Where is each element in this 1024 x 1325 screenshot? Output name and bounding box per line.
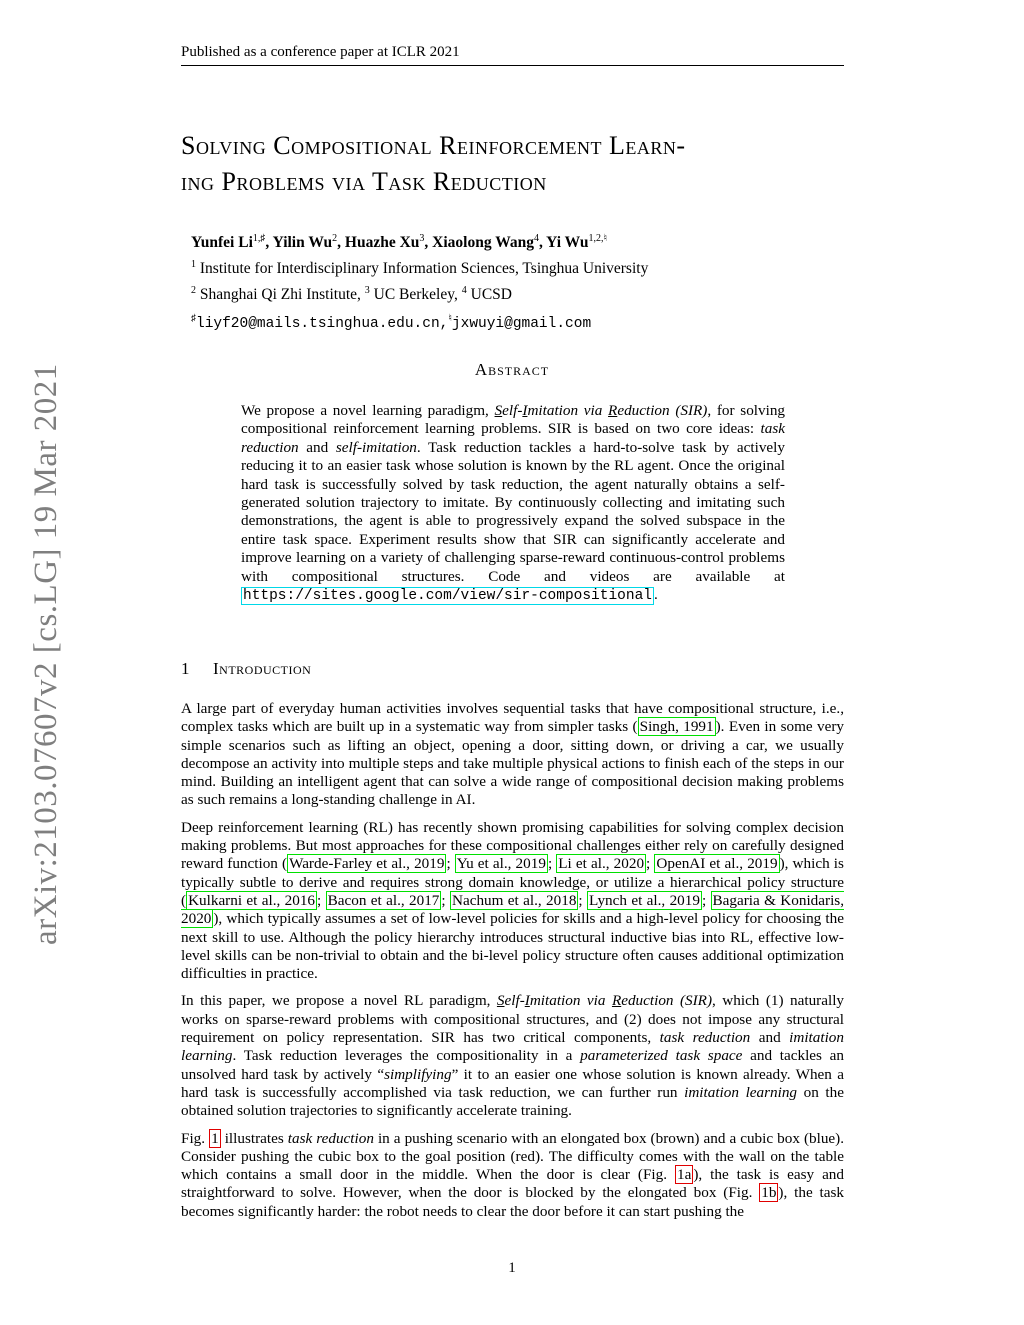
affiliation-sup: 1 bbox=[191, 259, 196, 271]
author-sup: 4 bbox=[533, 233, 539, 244]
citation-link[interactable]: Kulkarni et al., 2016 bbox=[188, 891, 316, 909]
page-number: 1 bbox=[508, 1260, 516, 1276]
citation-link[interactable]: Bagaria & Konidaris, 2020 bbox=[181, 891, 844, 928]
email-sym: ♮ bbox=[448, 313, 452, 325]
paragraph: A large part of everyday human activities involves sequential tasks that have compositional structure, i.e., complex tasks which are built up in a systematic way from simpler tasks ( Singh, 1991 ). Even in some very simple scenarios such as lifting an object, opening a door, sitting down, or driving a car, we usually decompose an activity into multiple steps and take multiple physical actions to finish each of the steps in our mind. Building an intelligent agent that can solve a wide range of compositional decision making problems as such remains a long-standing challenge in AI. bbox=[181, 700, 845, 809]
title-line-2: ing Problems via Task Reduction bbox=[181, 167, 547, 196]
affiliation-sup: 2 bbox=[191, 285, 196, 297]
figure-ref-link[interactable]: 1 bbox=[211, 1129, 219, 1147]
paragraph: In this paper, we propose a novel RL paradigm, Self-Imitation via Reduction (SIR), which (1) naturally works on sparse-reward problems with compositional structures, and (2) does not impose any structural requirement on policy representation. SIR has two critical components, task reduction and imitation learning. Task reduction leverages the compositionality in a parameterized task space and tackles an unsolved hard task by actively “simplifying” it to an easier one whose solution is known already. When a hard task is successfully accomplished via task reduction, we can further run imitation learning on the obtained solution trajectories to significantly accelerate training. bbox=[181, 992, 845, 1120]
figure-ref-link[interactable]: 1a bbox=[676, 1166, 692, 1184]
citation-link[interactable]: Singh, 1991 bbox=[639, 718, 714, 736]
author-list: Yunfei $Li^{1,♯}$, Yilin Wu$^2$, Huazhe Xu$^3$, Xiaolong Wang$^4$, Yi $Wu^{1,2,♮}$ bbox=[191, 233, 608, 252]
figure-ref-link[interactable]: 1b bbox=[761, 1184, 777, 1202]
affiliation-text: UC Berkeley, bbox=[373, 286, 458, 304]
section-number: 1 bbox=[181, 659, 190, 678]
author-sup: 1,2,♮ bbox=[588, 233, 608, 244]
paragraph: Deep reinforcement learning (RL) has recently shown promising capabilities for solving complex decision making problems. But most approaches for these compositional challenges either rely on carefully designed reward function ( Warde-Farley et al., 2019 ; Yu et al., 2019 ; Li et al., 2020 ; OpenAI et al., 2019 ), which is typically subtle to derive and requires strong domain knowledge, or utilize a hierarchical policy structure ( Kulkarni et al., 2016 ; Bacon et al., 2017 ; Nachum et al., 2018 ; Lynch et al., 2019 ; Bagaria & Konidaris, 2020 ), which typically assumes a set of low-level policies for skills and a high-level policy for choosing the next skill to use. Although the policy hierarchy introduces structural inductive bias into RL, effective low-level skills can be non-trivial to obtain and the bi-level policy structure often causes additional optimization difficulties in practice. bbox=[181, 818, 844, 983]
citation-link[interactable]: Li et al., 2020 bbox=[558, 855, 645, 873]
citation-link[interactable]: Yu et al., 2019 bbox=[456, 855, 546, 873]
email-line bbox=[191, 308, 648, 335]
author-name: Yi Wu bbox=[546, 234, 589, 252]
citation-link[interactable]: Nachum et al., 2018 bbox=[452, 891, 577, 909]
email-address[interactable]: liyf20@mails.tsinghua.edu.cn, bbox=[196, 316, 449, 333]
section-heading bbox=[181, 659, 311, 679]
affiliation-2 bbox=[191, 280, 648, 306]
abstract-text: We propose a novel learning paradigm, Self-Imitation via Reduction (SIR), for solving compositional reinforcement learning problems. SIR is based on two core ideas: task reduction and self-imitation. Task reduction tackles a hard-to-solve task by actively reducing it to an easier task whose solution is known by the RL agent. Once the original hard task is successfully solved by task reduction, the agent naturally obtains a self-generated solution trajectory to imitate. By continuously collecting and imitating such demonstrations, the agent is able to progressively expand the solved subspace in the entire task space. Experiment results show that SIR can significantly accelerate and improve learning on a variety of challenging sparse-reward continuous-control problems with compositional structures. Code and videos are available at https://sites.google.com/view/sir-compositional . bbox=[241, 402, 786, 605]
author-sup: 2 bbox=[332, 233, 338, 244]
affiliation-text: Shanghai Qi Zhi Institute, bbox=[199, 286, 361, 304]
running-header: Published as a conference paper at ICLR 2021 bbox=[181, 44, 844, 66]
author-sup: 1,♯ bbox=[252, 233, 266, 244]
abstract-heading: Abstract bbox=[474, 360, 550, 379]
citation-link[interactable]: Lynch et al., 2019 bbox=[589, 891, 700, 909]
author-block bbox=[191, 228, 648, 336]
citation-link[interactable]: OpenAI et al., 2019 bbox=[656, 855, 778, 873]
affiliation-text: Institute for Interdisciplinary Information Sciences, Tsinghua University bbox=[199, 260, 649, 278]
section-title: Introduction bbox=[213, 659, 312, 678]
citation-link[interactable]: Warde-Farley et al., 2019 bbox=[289, 855, 445, 873]
author-sup: 3 bbox=[419, 233, 425, 244]
code-url-link[interactable]: https://sites.google.com/view/sir-compositional bbox=[243, 588, 652, 605]
affiliation-sup: 4 bbox=[461, 285, 467, 297]
paper-title bbox=[181, 128, 861, 200]
arxiv-stamp: arXiv:2103.07607v2 [cs.LG] 19 Mar 2021 bbox=[28, 363, 64, 945]
affiliation-text: UCSD bbox=[470, 286, 512, 304]
author-name: Huazhe Xu bbox=[344, 234, 420, 252]
email-address[interactable]: jxwuyi@gmail.com bbox=[451, 316, 592, 333]
author-name: Xiaolong Wang bbox=[432, 234, 534, 252]
paragraph: Fig. 1 illustrates task reduction in a pushing scenario with an elongated box (brown) and a cubic box (blue). Consider pushing the cubic box to the goal position (red). The difficulty comes with the wall on the table which contains a small door in the middle. When the door is clear (Fig. 1a ), the task is easy and straightforward to solve. However, when the door is blocked by the elongated box (Fig. 1b ), the task becomes significantly harder: the robot needs to clear the door before it can start pushing the bbox=[181, 1129, 845, 1220]
title-line-1: Solving Compositional Reinforcement Learn- bbox=[181, 131, 686, 160]
author-name: Yunfei Li bbox=[191, 234, 253, 252]
email-sym: ♯ bbox=[191, 313, 196, 325]
body-text bbox=[181, 700, 844, 1230]
affiliation-1 bbox=[191, 254, 648, 280]
affiliation-sup: 3 bbox=[364, 285, 370, 297]
citation-link[interactable]: Bacon et al., 2017 bbox=[327, 891, 440, 909]
author-name: Yilin Wu bbox=[272, 234, 333, 252]
